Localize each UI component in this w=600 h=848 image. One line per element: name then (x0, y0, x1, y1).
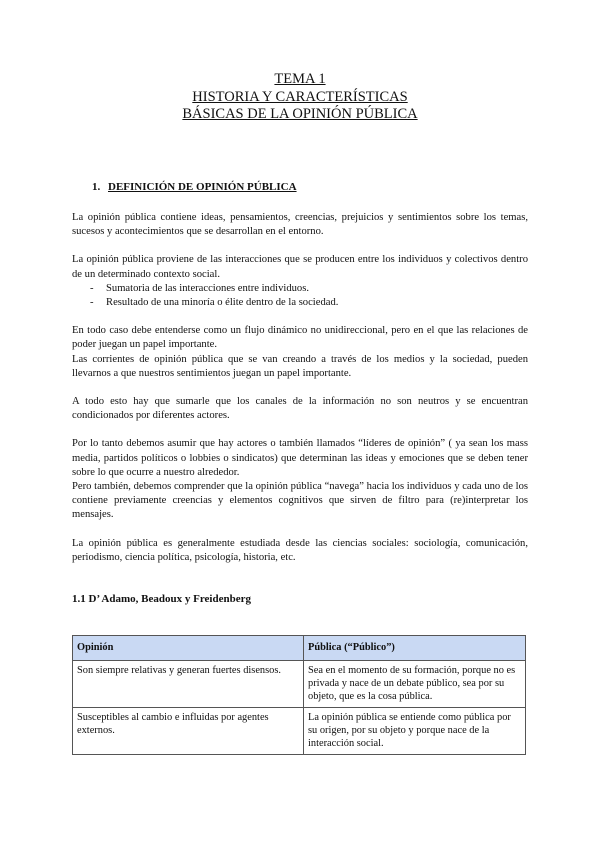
table-header-cell: Pública (“Público”) (304, 636, 526, 661)
table-cell: Susceptibles al cambio e influidas por agentes externos. (73, 708, 304, 755)
list-item: - Resultado de una minoría o élite dentro de la sociedad. (72, 296, 528, 310)
paragraph: Las corrientes de opinión pública que se van creando a través de los medios y la sociedad, pueden llevarnos a que nuestros sentimientos juegan un papel importante. (72, 353, 528, 379)
paragraph: La opinión pública proviene de las interacciones que se producen entre los individuos y colectivos dentro de un determinado contexto social. (72, 254, 528, 280)
title-line-1: TEMA 1 (274, 71, 326, 87)
bullet-list (72, 282, 528, 310)
comparison-table (72, 635, 526, 755)
section-1-body (72, 211, 528, 565)
paragraph: La opinión pública contiene ideas, pensamientos, creencias, prejuicios y sentimientos sobre los temas, sucesos y acontecimientos que se desarrollan en el entorno. (72, 212, 528, 238)
paragraph: En todo caso debe entenderse como un flujo dinámico no unidireccional, pero en el que las relaciones de poder juegan un papel importante. (72, 325, 528, 351)
table-header-cell: Opinión (73, 636, 304, 661)
title-line-3: BÁSICAS DE LA OPINIÓN PÚBLICA (182, 106, 418, 122)
title-line-2: HISTORIA Y CARACTERÍSTICAS (192, 88, 408, 105)
document-title (0, 71, 600, 124)
paragraph: Por lo tanto debemos asumir que hay actores o también llamados “líderes de opinión” ( ya sean los mass media, partidos políticos o lobbies o sindicatos) que determinan las ideas y emociones que se deben tener sobre lo que ocurre a nuestro alrededor. (72, 438, 528, 478)
section-1-heading (92, 181, 297, 193)
section-1-heading-text: DEFINICIÓN DE OPINIÓN PÚBLICA (108, 181, 297, 193)
paragraph: La opinión pública es generalmente estudiada desde las ciencias sociales: sociología, comunicación, periodismo, ciencia política, psicología, historia, etc. (72, 537, 528, 563)
section-1-1-heading: 1.1 D’ Adamo, Beadoux y Freidenberg (72, 593, 251, 605)
table-row (73, 661, 526, 708)
table-row (73, 708, 526, 755)
table-cell: Son siempre relativas y generan fuertes disensos. (73, 661, 304, 708)
section-1-number: 1. (92, 181, 101, 193)
table-cell: La opinión pública se entiende como pública por su origen, por su objeto y porque nace de la interacción social. (304, 708, 526, 755)
table-header-row (73, 636, 526, 661)
table-cell: Sea en el momento de su formación, porque no es privada y nace de un debate público, sea por su objeto, que es la cosa pública. (304, 661, 526, 708)
paragraph: Pero también, debemos comprender que la opinión pública “navega” hacia los individuos y cada uno de los contiene previamente creencias y elementos cognitivos que sirven de filtro para (re)interpretar los mensajes. (72, 481, 528, 521)
paragraph: A todo esto hay que sumarle que los canales de la información no son neutros y se encuentran condicionados por diferentes actores. (72, 396, 528, 422)
list-item: - Sumatoria de las interacciones entre individuos. (72, 282, 528, 296)
